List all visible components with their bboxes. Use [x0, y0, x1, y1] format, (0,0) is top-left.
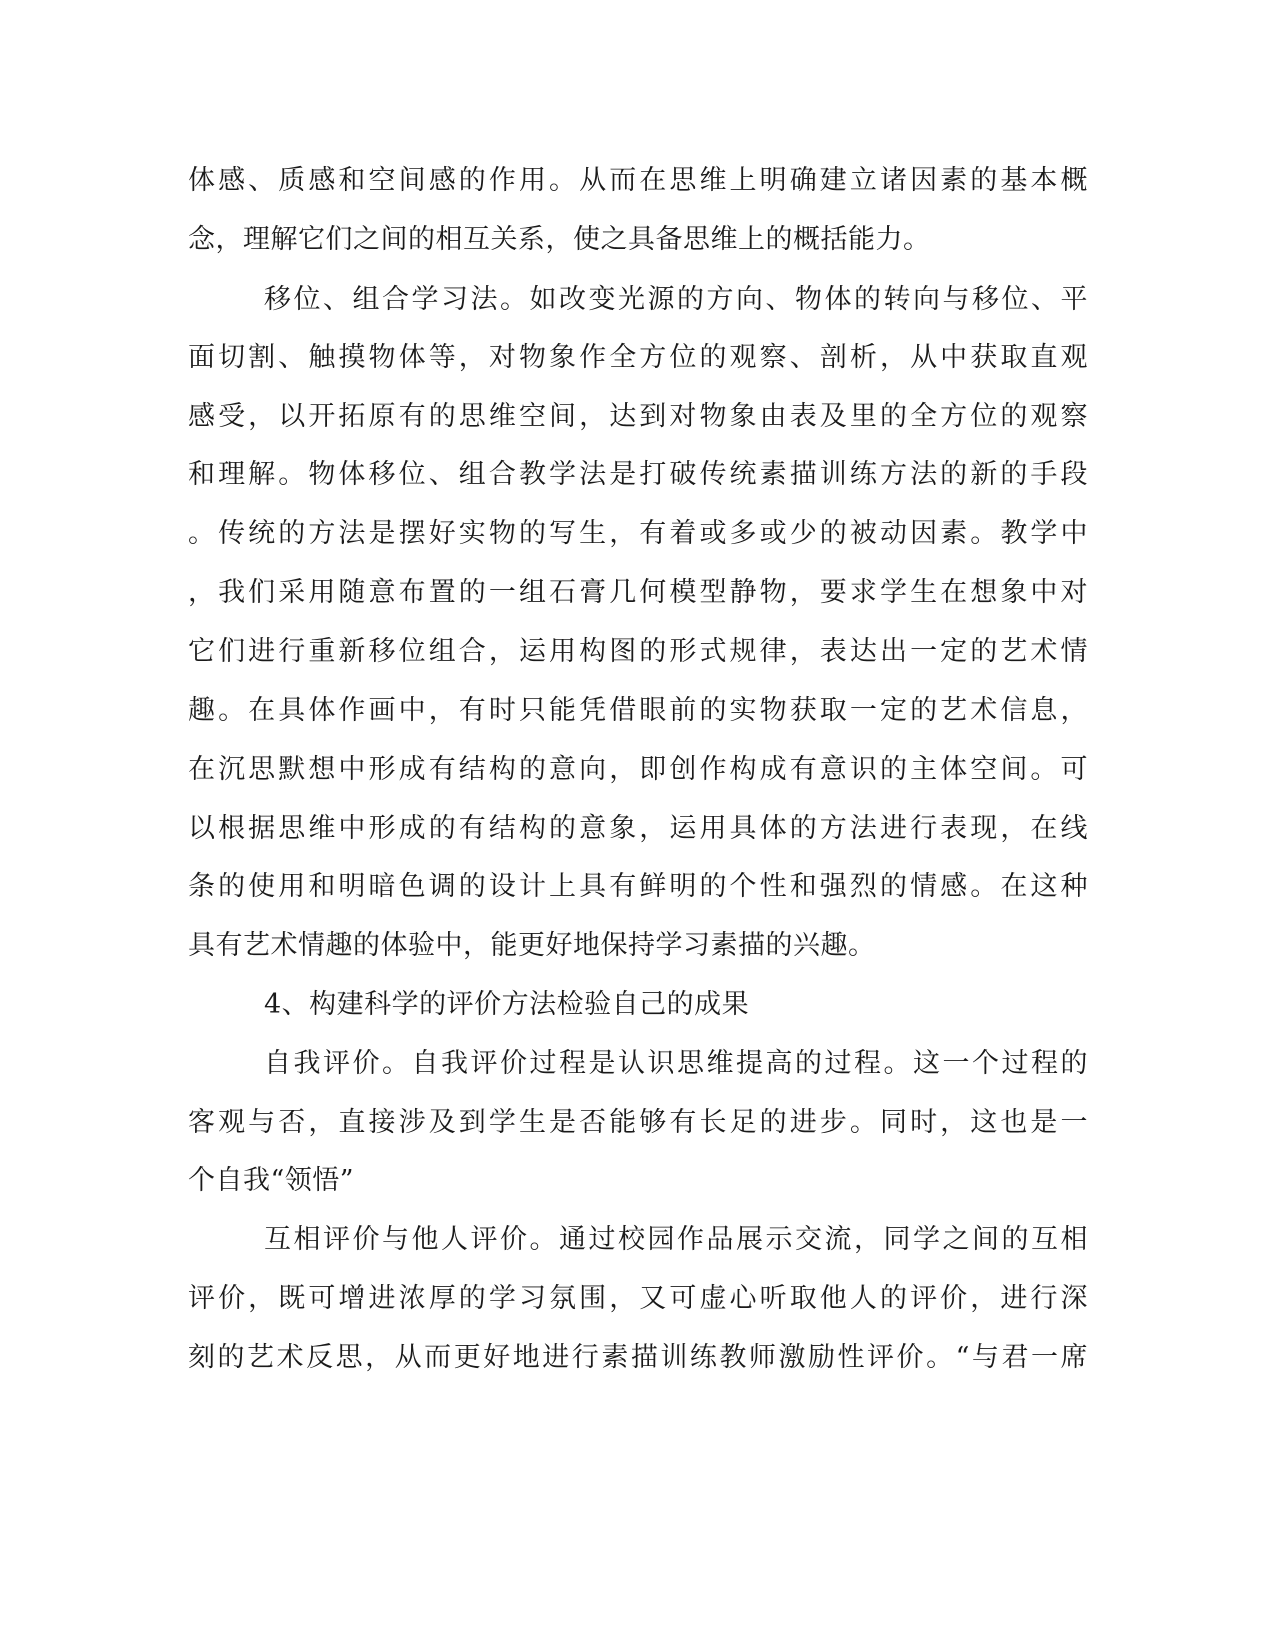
- text-line: 体感、质感和空间感的作用。从而在思维上明确建立诸因素的基本概: [188, 165, 1088, 196]
- text-line: 和理解。物体移位、组合教学法是打破传统素描训练方法的新的手段: [188, 459, 1088, 490]
- text-line: 客观与否，直接涉及到学生是否能够有长足的进步。同时，这也是一: [188, 1107, 1088, 1138]
- text-line: ，我们采用随意布置的一组石膏几何模型静物，要求学生在想象中对: [188, 577, 1088, 608]
- text-line: 条的使用和明暗色调的设计上具有鲜明的个性和强烈的情感。在这种: [188, 871, 1088, 902]
- text-line: 刻的艺术反思，从而更好地进行素描训练教师激励性评价。“与君一席: [188, 1342, 1088, 1373]
- text-line: 感受，以开拓原有的思维空间，达到对物象由表及里的全方位的观察: [188, 401, 1088, 432]
- text-line: 评价，既可增进浓厚的学习氛围，又可虚心听取他人的评价，进行深: [188, 1283, 1088, 1314]
- text-line: 在沉思默想中形成有结构的意向，即创作构成有意识的主体空间。可: [188, 754, 1088, 785]
- text-line: 趣。在具体作画中，有时只能凭借眼前的实物获取一定的艺术信息，: [188, 695, 1088, 726]
- paragraph-first-line: 移位、组合学习法。如改变光源的方向、物体的转向与移位、平: [264, 284, 1088, 315]
- text-line: 以根据思维中形成的有结构的意象，运用具体的方法进行表现，在线: [188, 813, 1088, 844]
- text-line: 面切割、触摸物体等，对物象作全方位的观察、剖析，从中获取直观: [188, 342, 1088, 373]
- text-line: 。传统的方法是摆好实物的写生，有着或多或少的被动因素。教学中: [188, 518, 1088, 549]
- section-heading: 4、构建科学的评价方法检验自己的成果: [264, 989, 750, 1020]
- text-line: 个自我“领悟”: [188, 1165, 355, 1196]
- text-line: 它们进行重新移位组合，运用构图的形式规律，表达出一定的艺术情: [188, 636, 1088, 667]
- paragraph-first-line: 自我评价。自我评价过程是认识思维提高的过程。这一个过程的: [264, 1048, 1088, 1079]
- text-line: 具有艺术情趣的体验中，能更好地保持学习素描的兴趣。: [188, 930, 876, 961]
- text-line: 念，理解它们之间的相互关系，使之具备思维上的概括能力。: [188, 224, 931, 255]
- paragraph-first-line: 互相评价与他人评价。通过校园作品展示交流，同学之间的互相: [264, 1224, 1088, 1255]
